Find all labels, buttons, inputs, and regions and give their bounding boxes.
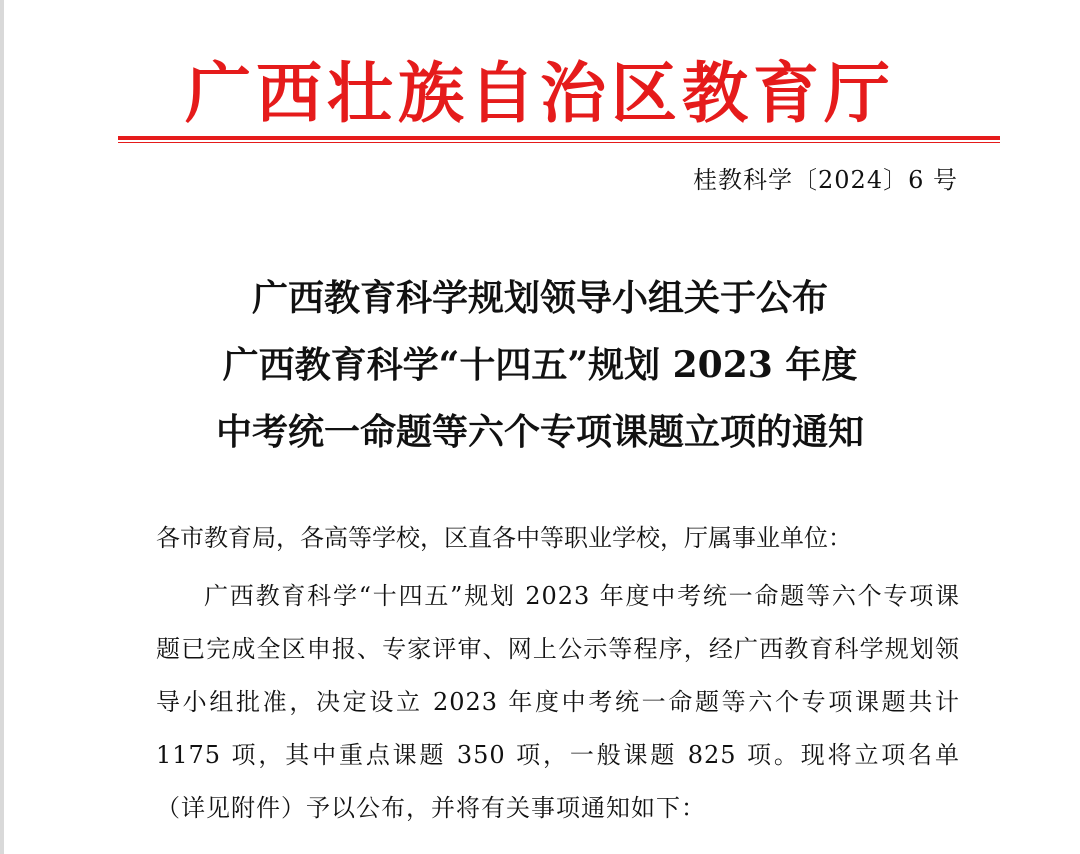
salutation: 各市教育局，各高等学校，区直各中等职业学校，厅属事业单位： <box>156 524 852 552</box>
red-divider-thick <box>118 136 1000 140</box>
notice-title-line-1: 广西教育科学规划领导小组关于公布 <box>251 277 828 319</box>
body-paragraph: 广西教育科学“十四五”规划 2023 年度中考统一命题等六个专项课题已完成全区申报、专家评审、网上公示等程序，经广西教育科学规划领导小组批准，决定设立 2023 年度中考统一命题等六个专项课题共计 1175 项，其中重点课题 350 项，一般课题 825 项。现将立项名单（详见附件）予以公布，并将有关事项通知如下： <box>156 582 960 822</box>
notice-title-line-3: 中考统一命题等六个专项课题立项的通知 <box>215 411 864 453</box>
red-divider-thin <box>118 142 1000 143</box>
document-number: 桂教科学〔2024〕6 号 <box>693 166 958 194</box>
agency-header-title: 广西壮族自治区教育厅 <box>185 54 895 132</box>
notice-title-line-2: 广西教育科学“十四五”规划 2023 年度 <box>222 344 858 386</box>
